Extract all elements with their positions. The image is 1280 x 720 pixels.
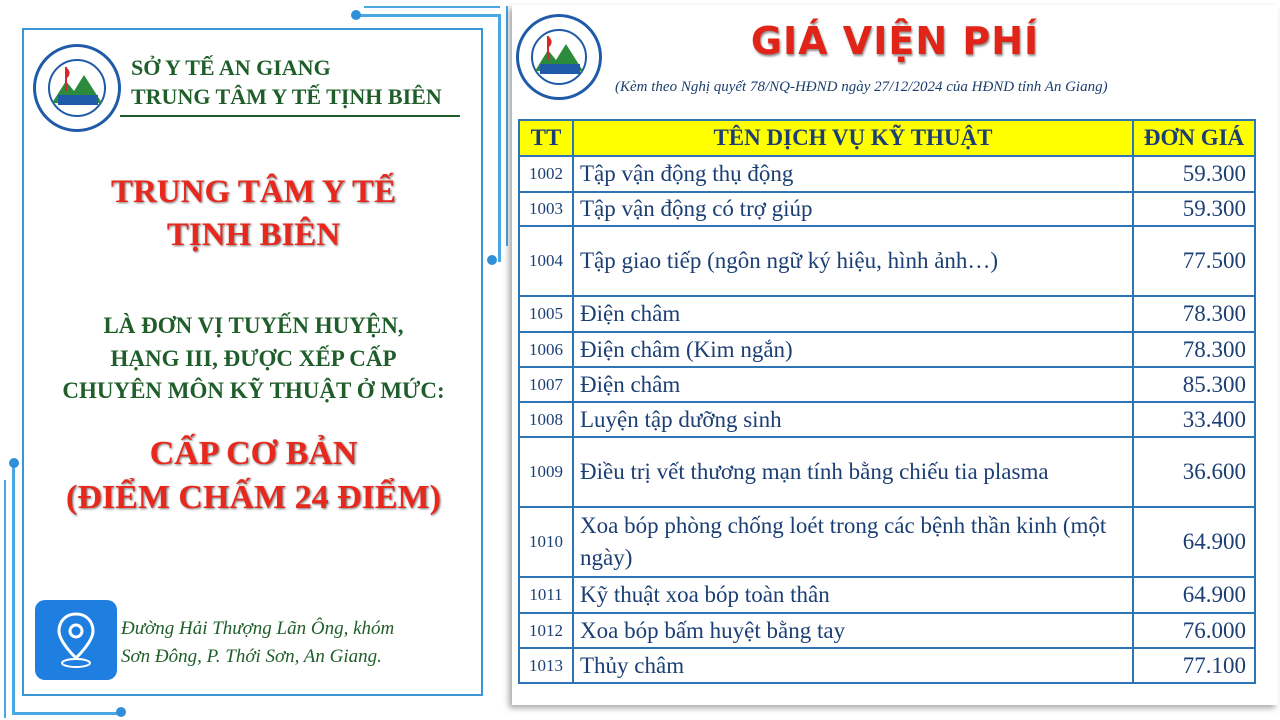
hospital-logo <box>33 44 121 132</box>
row-service-name: Luyện tập dưỡng sinh <box>573 402 1133 437</box>
row-tt: 1005 <box>519 296 573 332</box>
description-line2: HẠNG III, ĐƯỢC XẾP CẤP <box>110 346 397 371</box>
row-tt: 1008 <box>519 402 573 437</box>
row-tt: 1002 <box>519 156 573 192</box>
description-line1: LÀ ĐƠN VỊ TUYẾN HUYỆN, <box>103 313 404 338</box>
decor-dot <box>487 255 497 265</box>
decor-dot <box>9 458 19 468</box>
table-row <box>519 156 1255 192</box>
row-price: 33.400 <box>1133 402 1255 437</box>
row-price: 78.300 <box>1133 332 1255 367</box>
table-row <box>519 577 1255 613</box>
table-row <box>519 648 1255 683</box>
row-price: 78.300 <box>1133 296 1255 332</box>
row-service-name: Điện châm <box>573 367 1133 402</box>
hospital-logo-small <box>516 14 602 100</box>
header-service-name: TÊN DỊCH VỤ KỸ THUẬT <box>573 120 1133 156</box>
org-name-line2: TRUNG TÂM Y TẾ TỊNH BIÊN <box>131 84 442 109</box>
decor-line <box>498 14 501 262</box>
address-line1: Đường Hải Thượng Lãn Ông, khóm <box>121 618 395 639</box>
row-tt: 1004 <box>519 226 573 296</box>
row-price: 77.500 <box>1133 226 1255 296</box>
decor-line <box>12 465 15 715</box>
row-tt: 1009 <box>519 437 573 507</box>
row-tt: 1007 <box>519 367 573 402</box>
table-header-row <box>519 120 1255 156</box>
row-price: 64.900 <box>1133 507 1255 577</box>
row-service-name: Tập vận động có trợ giúp <box>573 192 1133 226</box>
decor-dot <box>351 10 361 20</box>
address-line2: Sơn Đông, P. Thới Sơn, An Giang. <box>121 646 382 667</box>
row-tt: 1011 <box>519 577 573 613</box>
row-service-name: Điện châm <box>573 296 1133 332</box>
table-row <box>519 437 1255 507</box>
row-price: 59.300 <box>1133 192 1255 226</box>
header-price: ĐƠN GIÁ <box>1133 120 1255 156</box>
decor-line <box>352 14 498 17</box>
row-tt: 1006 <box>519 332 573 367</box>
center-title-line1: TRUNG TÂM Y TẾ <box>110 174 397 210</box>
row-price: 36.600 <box>1133 437 1255 507</box>
org-name-line1: SỞ Y TẾ AN GIANG <box>131 55 331 80</box>
level-line2: (ĐIỂM CHẤM 24 ĐIỂM) <box>66 479 441 516</box>
header-tt: TT <box>519 120 573 156</box>
decor-dot <box>116 707 126 717</box>
decor-line <box>4 480 6 718</box>
row-tt: 1010 <box>519 507 573 577</box>
center-title-line2: TỊNH BIÊN <box>166 217 341 253</box>
row-price: 76.000 <box>1133 613 1255 648</box>
location-pin-icon <box>35 600 117 680</box>
table-row <box>519 332 1255 367</box>
table-row <box>519 296 1255 332</box>
description-line3: CHUYÊN MÔN KỸ THUẬT Ở MỨC: <box>62 378 445 403</box>
org-underline <box>120 115 460 117</box>
row-price: 85.300 <box>1133 367 1255 402</box>
row-service-name: Xoa bóp bấm huyệt bằng tay <box>573 613 1133 648</box>
table-row <box>519 226 1255 296</box>
table-row <box>519 367 1255 402</box>
row-tt: 1003 <box>519 192 573 226</box>
price-table <box>518 119 1256 684</box>
decor-line <box>506 6 508 246</box>
row-service-name: Tập vận động thụ động <box>573 156 1133 192</box>
row-service-name: Điều trị vết thương mạn tính bằng chiếu tia plasma <box>573 437 1133 507</box>
row-price: 77.100 <box>1133 648 1255 683</box>
row-tt: 1013 <box>519 648 573 683</box>
table-row <box>519 613 1255 648</box>
table-row <box>519 507 1255 577</box>
price-page-title: GIÁ VIỆN PHÍ <box>750 19 1040 63</box>
table-row <box>519 192 1255 226</box>
level-line1: CẤP CƠ BẢN <box>149 435 358 472</box>
row-price: 64.900 <box>1133 577 1255 613</box>
row-tt: 1012 <box>519 613 573 648</box>
row-service-name: Kỹ thuật xoa bóp toàn thân <box>573 577 1133 613</box>
table-row <box>519 402 1255 437</box>
decor-line <box>12 712 122 715</box>
price-subtitle: (Kèm theo Nghị quyết 78/NQ-HĐND ngày 27/12/2024 của HĐND tỉnh An Giang) <box>615 79 1108 95</box>
row-service-name: Xoa bóp phòng chống loét trong các bệnh thần kinh (một ngày) <box>573 507 1133 577</box>
decor-line <box>364 6 500 8</box>
row-price: 59.300 <box>1133 156 1255 192</box>
row-service-name: Điện châm (Kim ngắn) <box>573 332 1133 367</box>
row-service-name: Thủy châm <box>573 648 1133 683</box>
row-service-name: Tập giao tiếp (ngôn ngữ ký hiệu, hình ảnh…) <box>573 226 1133 296</box>
